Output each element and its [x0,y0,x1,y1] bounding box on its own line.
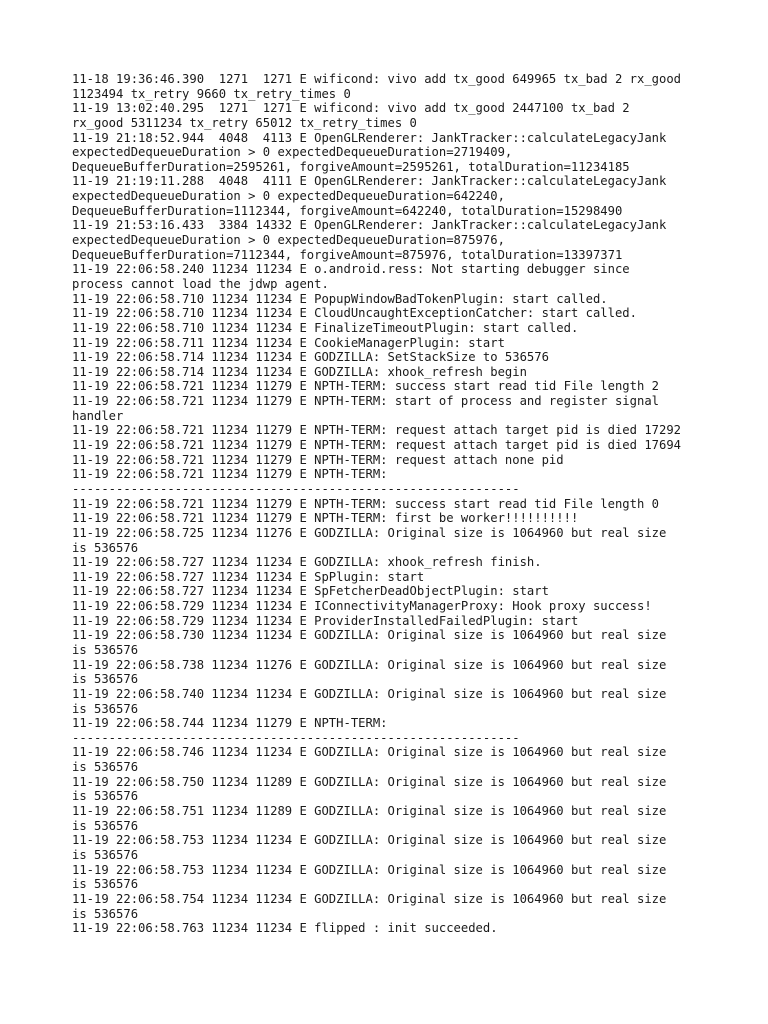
log-line: 11-19 22:06:58.740 11234 11234 E GODZILLA: Original size is 1064960 but real size [72,686,667,701]
log-line: is 536576 [72,847,139,862]
log-line: 11-19 22:06:58.744 11234 11279 E NPTH-TERM: [72,716,388,731]
log-line: 11-18 19:36:46.390 1271 1271 E wificond: vivo add tx_good 649965 tx_bad 2 rx_good [72,72,682,86]
log-line: 11-19 22:06:58.729 11234 11234 E IConnectivityManagerProxy: Hook proxy success! [72,599,652,614]
log-line: is 536576 [72,642,139,657]
log-line: 11-19 21:53:16.433 3384 14332 E OpenGLRenderer: JankTracker::calculateLegacyJank [72,218,667,233]
log-line: is 536576 [72,789,139,804]
log-line: 11-19 22:06:58.721 11234 11279 E NPTH-TERM: start of process and register signal [72,394,659,409]
log-line: 11-19 22:06:58.727 11234 11234 E GODZILLA: xhook_refresh finish. [72,555,542,570]
log-line: 11-19 22:06:58.710 11234 11234 E PopupWindowBadTokenPlugin: start called. [72,291,608,306]
log-text-block [72,72,702,936]
log-line: 11-19 22:06:58.721 11234 11279 E NPTH-TERM: [72,467,388,482]
log-line: process cannot load the jdwp agent. [72,276,329,291]
log-line: 11-19 22:06:58.727 11234 11234 E SpFetcherDeadObjectPlugin: start [72,584,549,599]
log-line: 11-19 22:06:58.738 11234 11276 E GODZILLA: Original size is 1064960 but real size [72,657,667,672]
log-line: 11-19 22:06:58.721 11234 11279 E NPTH-TERM: success start read tid File length 2 [72,379,659,394]
log-line: 11-19 13:02:40.295 1271 1271 E wificond: vivo add tx_good 2447100 tx_bad 2 [72,101,630,116]
log-line: 11-19 22:06:58.714 11234 11234 E GODZILLA: xhook_refresh begin [72,364,527,379]
log-line: 1123494 tx_retry 9660 tx_retry_times 0 [72,86,351,101]
log-line: DequeueBufferDuration=1112344, forgiveAmount=642240, totalDuration=15298490 [72,203,623,218]
log-line: expectedDequeueDuration > 0 expectedDequeueDuration=875976, [72,233,505,248]
log-line: 11-19 22:06:58.711 11234 11234 E CookieManagerPlugin: start [72,335,505,350]
log-line: 11-19 22:06:58.750 11234 11289 E GODZILLA: Original size is 1064960 but real size [72,774,667,789]
log-line: 11-19 22:06:58.751 11234 11289 E GODZILLA: Original size is 1064960 but real size [72,804,667,819]
log-line: 11-19 21:18:52.944 4048 4113 E OpenGLRenderer: JankTracker::calculateLegacyJank [72,130,667,145]
log-line: 11-19 22:06:58.721 11234 11279 E NPTH-TERM: request attach target pid is died 17694 [72,438,682,453]
log-line: is 536576 [72,672,139,687]
log-line: 11-19 22:06:58.753 11234 11234 E GODZILLA: Original size is 1064960 but real size [72,862,667,877]
log-line: is 536576 [72,540,139,555]
log-line: is 536576 [72,818,139,833]
log-line: 11-19 22:06:58.710 11234 11234 E FinalizeTimeoutPlugin: start called. [72,320,579,335]
log-line: is 536576 [72,760,139,775]
log-line: 11-19 21:19:11.288 4048 4111 E OpenGLRenderer: JankTracker::calculateLegacyJank [72,174,667,189]
log-line: 11-19 22:06:58.725 11234 11276 E GODZILLA: Original size is 1064960 but real size [72,525,667,540]
log-line: DequeueBufferDuration=7112344, forgiveAmount=875976, totalDuration=13397371 [72,247,623,262]
log-line: 11-19 22:06:58.714 11234 11234 E GODZILLA: SetStackSize to 536576 [72,350,549,365]
log-line: 11-19 22:06:58.721 11234 11279 E NPTH-TERM: request attach target pid is died 17292 [72,423,682,438]
log-line: rx_good 5311234 tx_retry 65012 tx_retry_times 0 [72,115,417,130]
log-line: 11-19 22:06:58.753 11234 11234 E GODZILLA: Original size is 1064960 but real size [72,833,667,848]
log-line: expectedDequeueDuration > 0 expectedDequeueDuration=642240, [72,189,505,204]
log-line: DequeueBufferDuration=2595261, forgiveAmount=2595261, totalDuration=11234185 [72,159,630,174]
log-line: 11-19 22:06:58.240 11234 11234 E o.android.ress: Not starting debugger since [72,262,630,277]
log-line: 11-19 22:06:58.754 11234 11234 E GODZILLA: Original size is 1064960 but real size [72,891,667,906]
log-line: is 536576 [72,906,139,921]
log-line: ------------------------------------------------------------- [72,730,520,745]
log-line: 11-19 22:06:58.721 11234 11279 E NPTH-TERM: first be worker!!!!!!!!!! [72,511,579,526]
log-line: expectedDequeueDuration > 0 expectedDequeueDuration=2719409, [72,145,513,160]
log-line: is 536576 [72,701,139,716]
log-line: 11-19 22:06:58.763 11234 11234 E flipped : init succeeded. [72,921,498,936]
log-line: 11-19 22:06:58.730 11234 11234 E GODZILLA: Original size is 1064960 but real size [72,628,667,643]
log-line: 11-19 22:06:58.721 11234 11279 E NPTH-TERM: request attach none pid [72,452,564,467]
log-line: 11-19 22:06:58.710 11234 11234 E CloudUncaughtExceptionCatcher: start called. [72,306,637,321]
log-line: 11-19 22:06:58.727 11234 11234 E SpPlugin: start [72,569,425,584]
log-line: ------------------------------------------------------------- [72,481,520,496]
log-line: 11-19 22:06:58.746 11234 11234 E GODZILLA: Original size is 1064960 but real size [72,745,667,760]
log-line: 11-19 22:06:58.721 11234 11279 E NPTH-TERM: success start read tid File length 0 [72,496,659,511]
log-line: 11-19 22:06:58.729 11234 11234 E ProviderInstalledFailedPlugin: start [72,613,579,628]
log-line: is 536576 [72,877,139,892]
log-line: handler [72,408,124,423]
